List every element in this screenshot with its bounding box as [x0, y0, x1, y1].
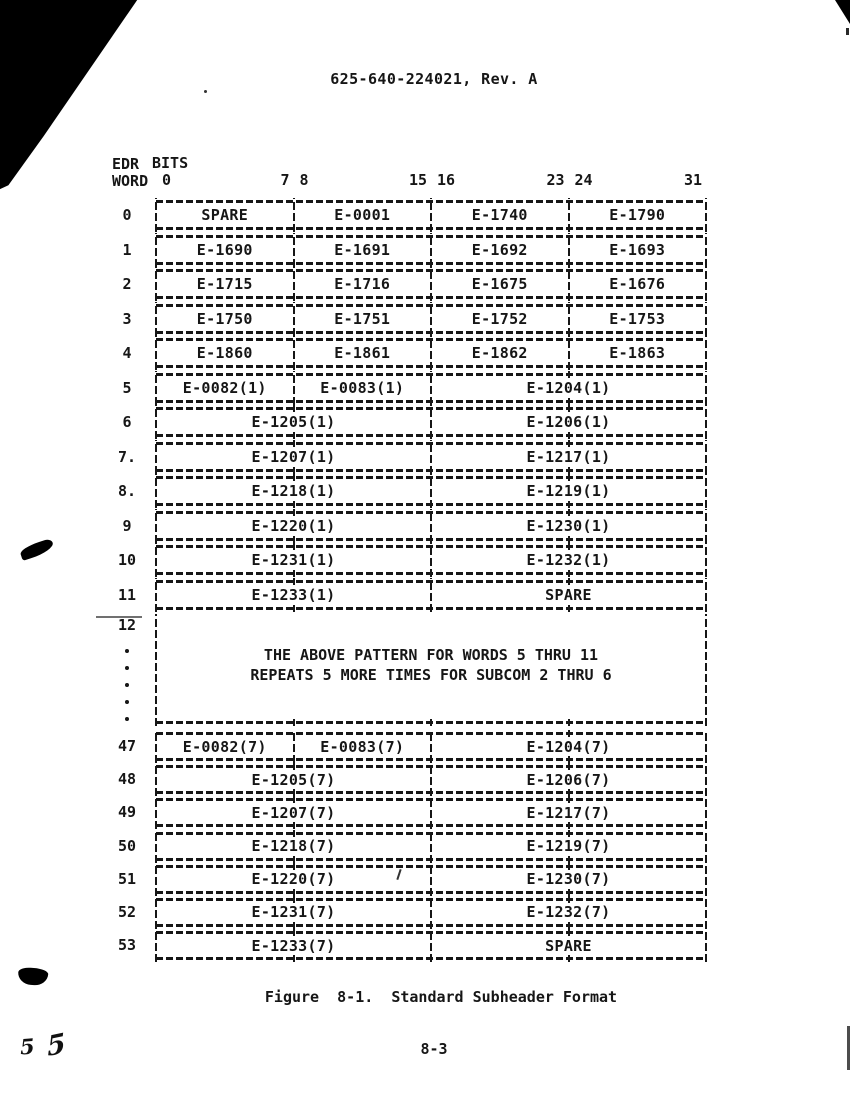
- cell-text: E-1204(1): [526, 378, 611, 397]
- data-cell: [156, 765, 431, 794]
- bit-scale-column: [569, 171, 707, 189]
- data-cell: [156, 931, 431, 960]
- data-cell: [431, 476, 706, 506]
- data-cell: [431, 931, 706, 960]
- table-row: [122, 200, 706, 230]
- row-box: [156, 580, 706, 610]
- row-cells: [156, 765, 706, 794]
- data-cell: [156, 373, 294, 403]
- cell-text: E-1863: [609, 344, 666, 362]
- word-number-label: 49: [117, 803, 137, 822]
- cell-text: E-1232(1): [526, 551, 611, 569]
- corner-artifact-top-right: [835, 0, 850, 24]
- table-row: [117, 898, 706, 927]
- word-number: [108, 732, 146, 761]
- table-row: [117, 732, 706, 761]
- bit-scale-column: [431, 171, 569, 189]
- data-cell: [156, 442, 431, 472]
- data-cell: [156, 732, 294, 761]
- word-number-label: 9: [122, 516, 132, 535]
- word-number: [108, 931, 146, 960]
- data-cell: [294, 373, 432, 403]
- cell-text: E-0083(7): [320, 737, 405, 756]
- cell-text: E-1218(7): [251, 837, 336, 856]
- table-row: [117, 931, 706, 960]
- cell-text: E-1207(1): [251, 447, 336, 466]
- cell-text: E-1860: [196, 344, 253, 362]
- table-row: [122, 269, 706, 299]
- cell-text: E-1207(7): [251, 803, 336, 822]
- row-cells: [156, 798, 706, 827]
- word-number: [108, 304, 146, 334]
- cell-text: E-1690: [196, 240, 253, 259]
- row-cells: [156, 832, 706, 861]
- table-row: [122, 338, 706, 368]
- word-number-label: 2: [122, 275, 132, 293]
- data-cell: [156, 832, 431, 861]
- row-cells: [156, 373, 706, 403]
- edr-label: EDR: [112, 155, 140, 173]
- row-box: [156, 614, 706, 724]
- data-cell: [431, 407, 706, 437]
- ellipsis-dot: [125, 683, 129, 687]
- table-row: [122, 407, 706, 437]
- data-cell: [156, 511, 431, 541]
- row-box: [156, 865, 706, 894]
- bits-label: BITS: [152, 154, 189, 172]
- word-number: [108, 832, 146, 861]
- data-cell: [156, 865, 431, 894]
- row-cells: [156, 898, 706, 927]
- row-cells: [156, 200, 706, 230]
- cell-text: E-1740: [471, 206, 528, 224]
- word-number-label: 8.: [117, 482, 137, 500]
- data-cell: [431, 235, 569, 265]
- cell-text: E-1692: [471, 240, 528, 259]
- row-box: [156, 373, 706, 403]
- data-cell: [431, 865, 706, 894]
- table-row: [117, 798, 706, 827]
- table-rows: [117, 200, 706, 964]
- table-row: [117, 545, 706, 575]
- row-cells: [156, 304, 706, 334]
- word-number: [108, 200, 146, 230]
- handwritten-mark: [19, 1027, 67, 1064]
- word-number-label: 4: [122, 344, 132, 362]
- cell-text: E-1750: [196, 309, 253, 328]
- stray-dot-artifact: [204, 90, 207, 93]
- word-number: [108, 545, 146, 575]
- word-number-label: 6: [122, 413, 132, 431]
- data-cell: [431, 200, 569, 230]
- word-number: [108, 580, 146, 610]
- row-cells: [156, 338, 706, 368]
- data-cell: [431, 304, 569, 334]
- word-number-label: 47: [117, 737, 137, 755]
- data-cell: [431, 442, 706, 472]
- cell-text: E-1206(1): [526, 413, 611, 431]
- data-cell: [156, 798, 431, 827]
- ellipsis-dot: [125, 666, 129, 670]
- cell-text: E-1218(1): [251, 482, 336, 500]
- bit-tick-label: 16: [437, 171, 456, 189]
- row-box: [156, 765, 706, 794]
- table-row: [122, 373, 706, 403]
- data-cell: [569, 235, 707, 265]
- row-box: [156, 545, 706, 575]
- word-number-label: 10: [117, 551, 137, 569]
- data-cell: [431, 373, 706, 403]
- row-cells: [156, 235, 706, 265]
- cell-text: E-1206(7): [526, 770, 611, 789]
- bit-scale: [156, 171, 706, 189]
- cell-text: E-0082(7): [182, 737, 267, 756]
- word-number: [108, 235, 146, 265]
- figure-caption: Figure 8-1. Standard Subheader Format: [264, 988, 618, 1006]
- cell-text: E-1217(7): [526, 803, 611, 822]
- table-row: [117, 765, 706, 794]
- data-cell: [156, 545, 431, 575]
- cell-text: E-1790: [609, 206, 666, 224]
- cell-text: E-1230(7): [526, 870, 611, 889]
- row-box: [156, 476, 706, 506]
- row-cells: [156, 269, 706, 299]
- table-row: [117, 476, 706, 506]
- word-number-label: 3: [122, 309, 132, 328]
- cell-text: SPARE: [201, 206, 249, 224]
- data-cell: [156, 898, 431, 927]
- bit-tick-label: 0: [162, 171, 172, 189]
- word-number: [108, 407, 146, 437]
- data-cell: [431, 511, 706, 541]
- row-box: [156, 732, 706, 761]
- row-cells: [156, 732, 706, 761]
- page-number: 8-3: [420, 1040, 448, 1058]
- data-cell: [431, 798, 706, 827]
- row-cells: [156, 580, 706, 610]
- word-number: [108, 338, 146, 368]
- cell-text: E-0001: [334, 206, 391, 224]
- row-box: [156, 235, 706, 265]
- data-cell: [294, 269, 432, 299]
- cell-text: E-1716: [334, 275, 391, 293]
- cell-text: E-1675: [471, 275, 528, 293]
- ink-blob-artifact-2: [17, 967, 48, 986]
- row-box: [156, 304, 706, 334]
- word-number: [108, 442, 146, 472]
- row-box: [156, 442, 706, 472]
- data-cell: [156, 407, 431, 437]
- ellipsis-dot: [125, 649, 129, 653]
- table-row: [117, 614, 706, 724]
- cell-text: E-1693: [609, 240, 666, 259]
- bit-tick-label: 7: [280, 171, 290, 189]
- bit-tick-label: 23: [546, 171, 565, 189]
- data-cell: [294, 732, 432, 761]
- bit-tick-label: 15: [408, 171, 427, 189]
- cell-text: E-1205(1): [251, 413, 336, 431]
- bit-tick-label: 31: [683, 171, 702, 189]
- cell-text: E-1230(1): [526, 516, 611, 535]
- row-box: [156, 798, 706, 827]
- row-cells: [156, 442, 706, 472]
- data-cell: [156, 200, 294, 230]
- cell-text: E-0082(1): [182, 378, 267, 397]
- data-cell: [294, 304, 432, 334]
- word-number-label: 0: [122, 206, 132, 224]
- data-cell: [431, 545, 706, 575]
- word-number-label: 51: [117, 869, 137, 888]
- row-cells: [156, 476, 706, 506]
- data-cell: [431, 832, 706, 861]
- table-row: [117, 442, 706, 472]
- row-cells: [156, 545, 706, 575]
- cell-text: E-1715: [196, 275, 253, 293]
- cell-text: E-1220(7): [251, 870, 336, 889]
- word-number: [108, 476, 146, 506]
- word-number-label: 52: [117, 902, 137, 921]
- word-number-label: 53: [117, 936, 137, 955]
- bit-scale-column: [294, 171, 432, 189]
- cell-text: SPARE: [545, 936, 592, 955]
- data-cell: [156, 269, 294, 299]
- cell-text: E-1219(1): [526, 482, 611, 500]
- row-cells: [156, 865, 706, 894]
- table-row: [122, 511, 706, 541]
- cell-text: E-1753: [609, 309, 666, 328]
- bit-tick-label: 24: [574, 171, 593, 189]
- data-cell: [431, 338, 569, 368]
- pattern-note-line: THE ABOVE PATTERN FOR WORDS 5 THRU 11: [263, 646, 599, 664]
- word-number-label: 12: [117, 616, 137, 634]
- data-cell: [431, 765, 706, 794]
- pattern-note: [156, 614, 706, 724]
- word-number-label: 5: [122, 378, 132, 397]
- pattern-note-line: REPEATS 5 MORE TIMES FOR SUBCOM 2 THRU 6: [250, 666, 612, 684]
- cell-text: E-1233(1): [251, 585, 336, 604]
- table-row: [122, 235, 706, 265]
- row-box: [156, 200, 706, 230]
- word-number: [108, 373, 146, 403]
- cell-text: E-1691: [334, 240, 391, 259]
- data-cell: [569, 200, 707, 230]
- data-cell: [156, 580, 431, 610]
- data-cell: [294, 338, 432, 368]
- table-row: [117, 580, 706, 610]
- cell-text: E-1862: [471, 344, 528, 362]
- word-number: [108, 269, 146, 299]
- row-box: [156, 269, 706, 299]
- word-number: [108, 765, 146, 794]
- word-number-label: 48: [117, 770, 137, 789]
- data-cell: [569, 304, 707, 334]
- word-number-label: 11: [117, 585, 137, 604]
- word-number: [108, 898, 146, 927]
- handwritten-five-1: 5: [19, 1033, 36, 1060]
- row-box: [156, 511, 706, 541]
- bit-tick-label: 8: [299, 171, 309, 189]
- cell-text: SPARE: [545, 585, 592, 604]
- ellipsis-dot: [125, 700, 129, 704]
- cell-text: E-1219(7): [526, 837, 611, 856]
- cell-text: E-1676: [609, 275, 666, 293]
- data-cell: [431, 898, 706, 927]
- cell-text: E-1204(7): [526, 737, 611, 756]
- table-row: [117, 865, 706, 894]
- data-cell: [156, 338, 294, 368]
- cell-text: E-1220(1): [251, 516, 336, 535]
- data-cell: [569, 338, 707, 368]
- ink-blob-artifact-1: [19, 538, 55, 561]
- data-cell: [431, 580, 706, 610]
- cell-text: E-1205(7): [251, 770, 336, 789]
- word-number: [108, 511, 146, 541]
- cell-text: E-1232(7): [526, 903, 611, 922]
- data-cell: [156, 304, 294, 334]
- word-number-label: 50: [117, 836, 137, 855]
- row-box: [156, 338, 706, 368]
- cell-text: E-1752: [471, 309, 528, 328]
- bit-scale-column: [156, 171, 294, 189]
- data-cell: [569, 269, 707, 299]
- data-cell: [156, 476, 431, 506]
- row-cells: [156, 511, 706, 541]
- data-cell: [431, 269, 569, 299]
- row-box: [156, 407, 706, 437]
- ink-speck-artifact: [846, 28, 849, 35]
- word-number-label: 1: [122, 240, 132, 259]
- cell-text: E-1231(1): [251, 551, 336, 569]
- table-row: [122, 304, 706, 334]
- row-cells: [156, 407, 706, 437]
- data-cell: [156, 235, 294, 265]
- cell-text: E-1751: [334, 309, 391, 328]
- row-cells: [156, 931, 706, 960]
- table-row: [117, 832, 706, 861]
- data-cell: [294, 235, 432, 265]
- ellipsis-dot: [125, 717, 129, 721]
- word-label: WORD: [112, 172, 149, 190]
- handwritten-five-2: 5: [46, 1027, 67, 1064]
- word-number: [108, 865, 146, 894]
- cell-text: E-1231(7): [251, 903, 336, 922]
- cell-text: E-1217(1): [526, 447, 611, 466]
- row-box: [156, 931, 706, 960]
- word-number-label: 7.: [117, 447, 137, 466]
- row-box: [156, 832, 706, 861]
- data-cell: [431, 732, 706, 761]
- data-cell: [294, 200, 432, 230]
- cell-text: E-1861: [334, 344, 391, 362]
- row-box: [156, 898, 706, 927]
- document-reference: 625-640-224021, Rev. A: [330, 70, 538, 88]
- cell-text: E-0083(1): [320, 378, 405, 397]
- word-number: [108, 798, 146, 827]
- word-number: [108, 614, 146, 724]
- cell-text: E-1233(7): [251, 936, 336, 955]
